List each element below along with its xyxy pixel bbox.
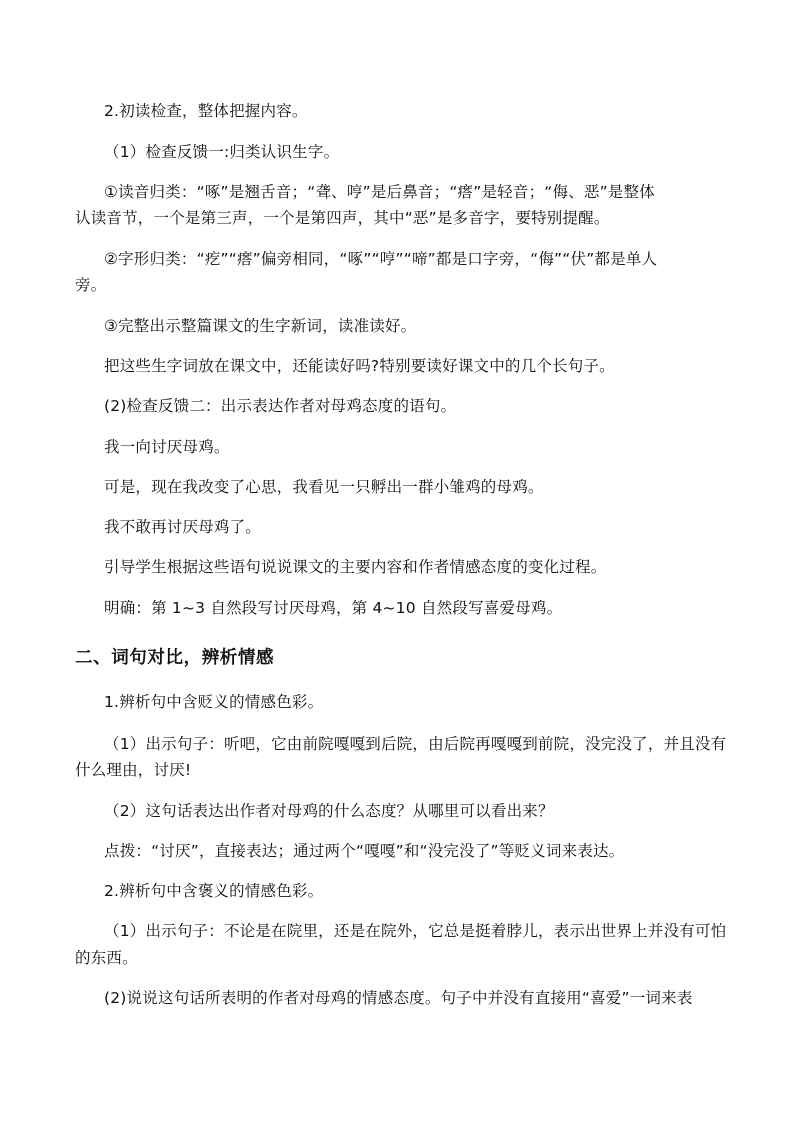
derogatory-sentence-line-2: 什么理由，讨厌!	[75, 761, 192, 779]
clarification-paragraph: 明确：第 1~3 自然段写讨厌母鸡，第 4~10 自然段写喜爱母鸡。	[104, 599, 563, 617]
section-heading-two: 二、词句对比，辨析情感	[75, 648, 275, 668]
derogatory-analysis-heading: 1.辨析句中含贬义的情感色彩。	[104, 693, 324, 711]
commendatory-sentence-line-2: 的东西。	[75, 949, 138, 967]
commendatory-analysis-heading: 2.辨析句中含褒义的情感色彩。	[104, 882, 324, 900]
quote-no-longer-hate: 我不敢再讨厌母鸡了。	[104, 518, 262, 536]
guidance-paragraph: 引导学生根据这些语句说说课文的主要内容和作者情感态度的变化过程。	[104, 558, 607, 576]
glyph-classification-line-2: 旁。	[75, 276, 107, 294]
pronunciation-classification-line-2: 认读音节，一个是第三声，一个是第四声，其中“恶”是多音字，要特别提醒。	[75, 209, 610, 227]
attitude-question: （2）这句话表达出作者对母鸡的什么态度？从哪里可以看出来？	[104, 802, 554, 820]
feedback-two-heading: (2)检查反馈二：出示表达作者对母鸡态度的语句。	[104, 397, 457, 415]
quote-hate-hen: 我一向讨厌母鸡。	[104, 438, 230, 456]
feedback-one-heading: （1）检查反馈一:归类认识生字。	[104, 143, 340, 161]
step-heading-first-reading: 2.初读检查，整体把握内容。	[104, 102, 308, 120]
long-sentences-paragraph: 把这些生字词放在课文中，还能读好吗?特别要读好课文中的几个长句子。	[104, 357, 615, 375]
new-words-paragraph: ③完整出示整篇课文的生字新词，读准读好。	[104, 317, 417, 335]
hint-paragraph: 点拨：“讨厌”，直接表达；通过两个“嘎嘎”和“没完没了”等贬义词来表达。	[104, 842, 625, 860]
commendatory-sentence-line-1: （1）出示句子：不论是在院里，还是在院外，它总是挺着脖儿，表示出世界上并没有可怕	[104, 922, 727, 940]
quote-changed-mind: 可是，现在我改变了心思，我看见一只孵出一群小雏鸡的母鸡。	[104, 478, 544, 496]
derogatory-sentence-line-1: （1）出示句子：听吧，它由前院嘎嘎到后院，由后院再嘎嘎到前院，没完没了，并且没有	[104, 735, 727, 753]
glyph-classification-line-1: ②字形归类：“疙”“瘩”偏旁相同，“啄”“哼”“啼”都是口字旁，“侮”“伏”都是单人	[104, 250, 658, 268]
pronunciation-classification-line-1: ①读音归类：“啄”是翘舌音；“聋、哼”是后鼻音；“瘩”是轻音；“侮、恶”是整体	[104, 183, 655, 201]
emotional-attitude-paragraph: (2)说说这句话所表明的作者对母鸡的情感态度。句子中并没有直接用“喜爱”一词来表	[104, 989, 693, 1007]
